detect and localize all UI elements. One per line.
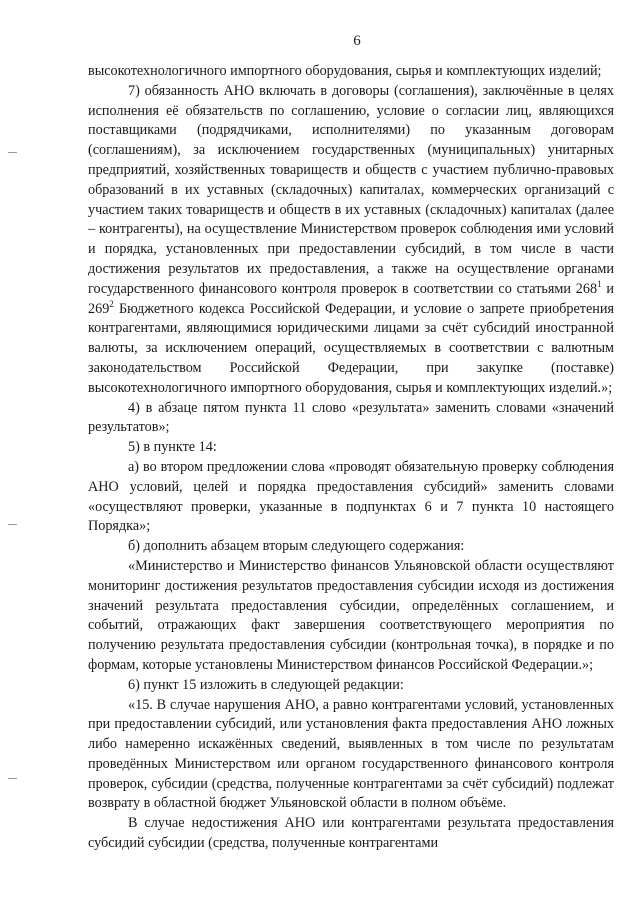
document-page <box>88 30 614 854</box>
paragraph-p5: а) во втором предложении слова «проводят обязательную проверку соблюдения АНО условий, целей и порядка предоставления субсидий» заменить словами «осуществляют проверки, указанные в подпунктах 6 и 7 пункта 10 настоящего Порядка»; <box>88 458 614 535</box>
footnote-superscript: 1 <box>597 278 602 289</box>
paragraph-p6: б) дополнить абзацем вторым следующего содержания: <box>128 538 465 555</box>
footnote-superscript: 2 <box>109 298 114 309</box>
paragraph-text-segment: 7) обязанность АНО включать в договоры (соглашения), заключённые в целях исполнения её обязательств по соглашению, условие о согласии лиц, являющихся поставщиками (подрядчиками, исполнителями) по указанным договорам (соглашениям), за исключением государственных (муниципальных) унитарных предприятий, хозяйственных товариществ и обществ с участием публично-правовых образований в их уставных (складочных) капиталах, коммерческих организаций с участием таких товариществ и обществ в их уставных (складочных) капиталах (далее – контрагенты), на осуществление Министерством проверок соблюдения ими условий и порядка, установленных при предоставлении субсидий, в том числе в части достижения результатов их предоставления, а также на осуществление органами государственного финансового контроля проверок в соответствии со статьями 268 <box>88 82 614 297</box>
paragraph-p4: 5) в пункте 14: <box>128 439 217 456</box>
document-body <box>88 62 614 854</box>
paragraph-p3: 4) в абзаце пятом пункта 11 слово «результата» заменить словами «значений результатов»; <box>88 399 614 436</box>
paragraph-p9: «15. В случае нарушения АНО, а равно контрагентами условий, установленных при предоставлении субсидий, или установления факта предоставления АНО ложных либо намеренно искажённых сведений, выявленных в том числе по результатам проведённых Министерством или органом государственного финансового контроля проверок, субсидии (средства, полученные контрагентами за счёт субсидий) подлежат возврату в областной бюджет Ульяновской области в полном объёме. <box>88 696 614 812</box>
paragraph-p7: «Министерство и Министерство финансов Ульяновской области осуществляют мониторинг достижения результатов предоставления субсидии исходя из достижения значений результата предоставления субсидии, определённых соглашением, и событий, отражающих факт завершения соответствующего мероприятия по получению результата предоставления субсидии (контрольная точка), в порядке и по формам, которые установлены Министерством финансов Российской Федерации.»; <box>88 557 614 673</box>
scan-edge-mark <box>8 524 17 525</box>
paragraph-text-segment: Бюджетного кодекса Российской Федерации, и условие о запрете приобретения контрагентами, являющимися юридическими лицами за счёт субсидий иностранной валюты, за исключением операций, осуществляемых в соответствии с валютным законодательством Российской Федерации, при закупке (поставке) высокотехнологичного импортного оборудования, сырья и комплектующих изделий.»; <box>88 300 614 396</box>
paragraph-text-segment: и 269 <box>88 280 614 317</box>
paragraph-p1: высокотехнологичного импортного оборудования, сырья и комплектующих изделий; <box>88 63 602 79</box>
paragraph-p2 <box>88 82 614 399</box>
scan-edge-mark <box>8 778 17 779</box>
paragraph-p8: 6) пункт 15 изложить в следующей редакции: <box>128 676 404 693</box>
paragraph-p10: В случае недостижения АНО или контрагентами результата предоставления субсидий субсидии (средства, полученные контрагентами <box>88 815 614 852</box>
page-number: 6 <box>353 33 361 49</box>
scan-edge-mark <box>8 152 17 153</box>
